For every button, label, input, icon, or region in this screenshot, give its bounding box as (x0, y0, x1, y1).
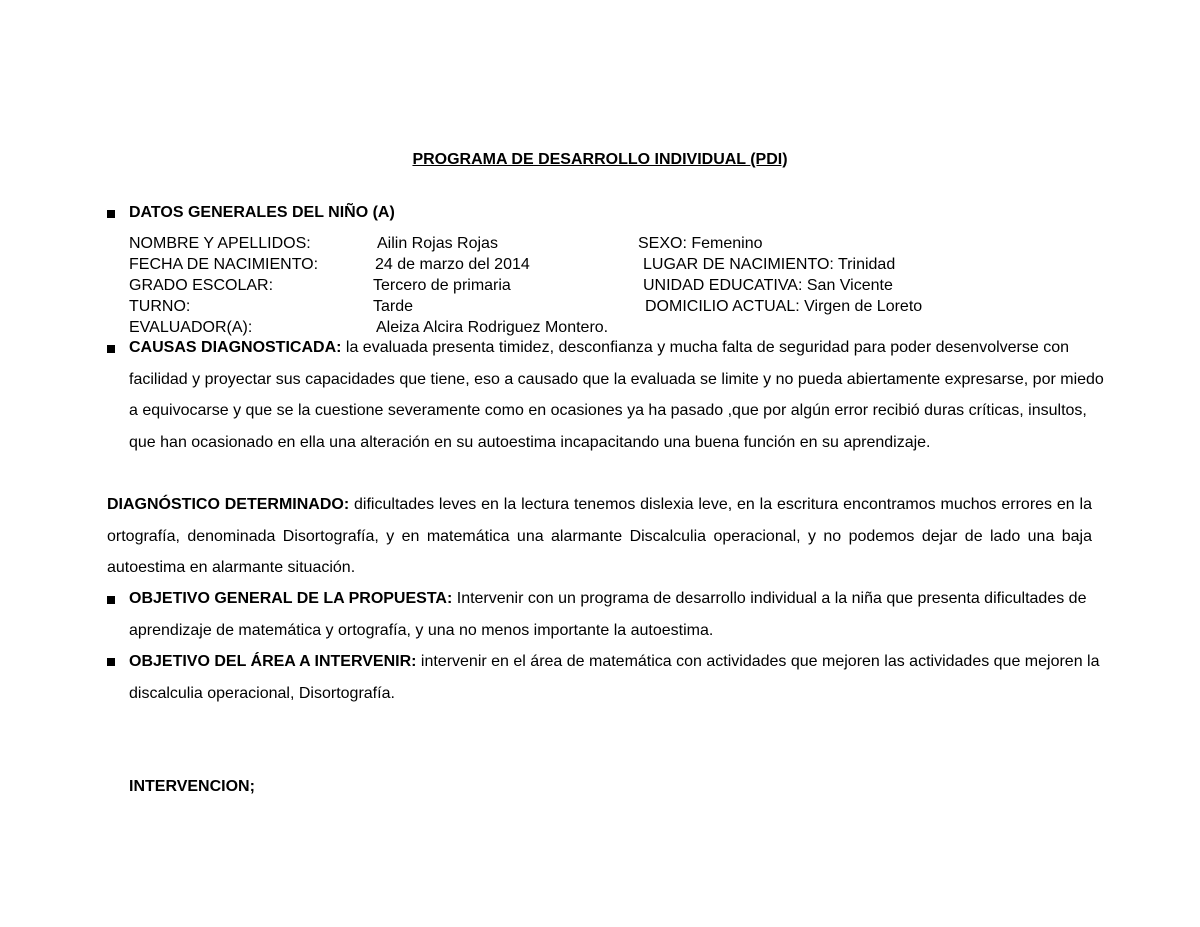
datos-heading: DATOS GENERALES DEL NIÑO (A) (129, 204, 395, 221)
objetivo-area-label: OBJETIVO DEL ÁREA A INTERVENIR: (129, 653, 417, 670)
datos-extra: LUGAR DE NACIMIENTO: Trinidad (643, 256, 896, 273)
bullet-square-icon (107, 658, 115, 666)
objetivo-general-label: OBJETIVO GENERAL DE LA PROPUESTA: (129, 590, 453, 607)
datos-label: TURNO: (129, 298, 191, 315)
causas-label: CAUSAS DIAGNOSTICADA: (129, 339, 342, 356)
diagnostico-label: DIAGNÓSTICO DETERMINADO: (107, 496, 350, 513)
causas-paragraph (129, 332, 1109, 458)
datos-value: Ailin Rojas Rojas (377, 235, 498, 252)
objetivo-general-paragraph (129, 583, 1109, 646)
datos-value: Aleiza Alcira Rodriguez Montero. (376, 319, 609, 336)
diagnostico-text: dificultades leves en la lectura tenemos dislexia leve, en la escritura encontramos muchos errores en la ortografía, denominada Disortografía, y en matemática una alarmante Discalculia operacional, y no podemos dejar de lado una baja autoestima en alarmante situación. (107, 496, 1092, 576)
datos-extra: DOMICILIO ACTUAL: Virgen de Loreto (645, 298, 923, 315)
datos-label: GRADO ESCOLAR: (129, 277, 274, 294)
datos-label: FECHA DE NACIMIENTO: (129, 256, 319, 273)
datos-value: 24 de marzo del 2014 (375, 256, 530, 273)
bullet-square-icon (107, 596, 115, 604)
objetivo-general-text: Intervenir con un programa de desarrollo individual a la niña que presenta dificultades de aprendizaje de matemática y ortografía, y una no menos importante la autoestima. (129, 590, 1087, 639)
datos-value: Tercero de primaria (373, 277, 511, 294)
causas-text: la evaluada presenta timidez, desconfianza y mucha falta de seguridad para poder desenvolverse con facilidad y proyectar sus capacidades que tiene, eso a causado que la evaluada se limite y no pueda abiertamente expresarse, por miedo a equivocarse y que se la cuestione severamente como en ocasiones ya ha pasado ,que por algún error recibió duras críticas, insultos, que han ocasionado en ella una alteración en su autoestima incapacitando una buena función en su aprendizaje. (129, 339, 1104, 451)
datos-label: EVALUADOR(A): (129, 319, 253, 336)
datos-value: Tarde (373, 298, 414, 315)
datos-extra: UNIDAD EDUCATIVA: San Vicente (643, 277, 893, 294)
datos-extra: SEXO: Femenino (638, 235, 763, 252)
diagnostico-paragraph (107, 489, 1092, 584)
bullet-square-icon (107, 345, 115, 353)
bullet-square-icon (107, 210, 115, 218)
objetivo-area-paragraph (129, 646, 1109, 709)
intervencion-heading: INTERVENCION; (129, 778, 255, 795)
datos-label: NOMBRE Y APELLIDOS: (129, 235, 311, 252)
objetivo-area-text: intervenir en el área de matemática con actividades que mejoren las actividades que mejoren la discalculia operacional, Disortografía. (129, 653, 1100, 702)
document-title: PROGRAMA DE DESARROLLO INDIVIDUAL (PDI) (412, 151, 788, 168)
